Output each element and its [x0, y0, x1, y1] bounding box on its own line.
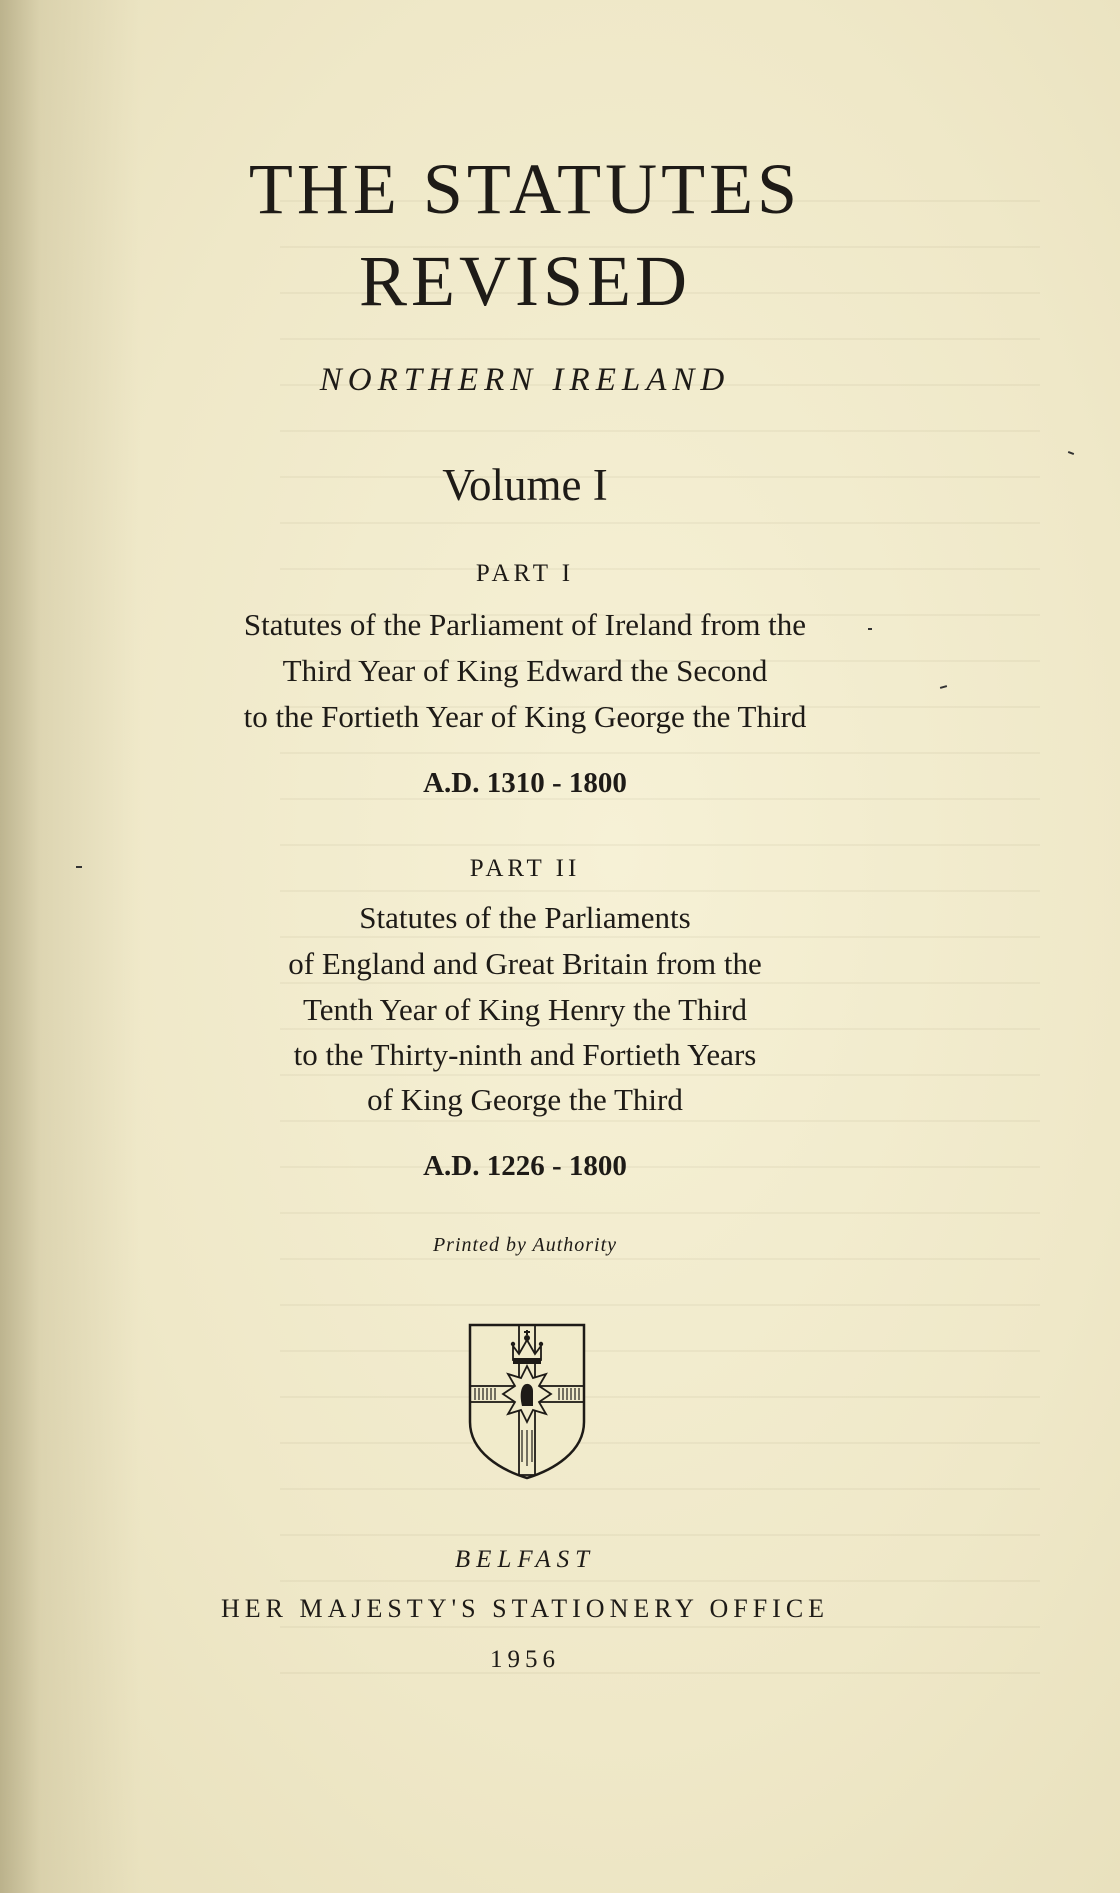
imprint-year: 1956 [490, 1646, 560, 1673]
printed-by-authority: Printed by Authority [432, 1234, 618, 1256]
part-2-description-line: Tenth Year of King Henry the Third [302, 992, 748, 1027]
ulster-banner-shield-crest-icon [467, 1322, 587, 1480]
part-1-heading: PART I [475, 560, 575, 587]
volume-label: Volume I [442, 460, 608, 510]
imprint-place: BELFAST [454, 1546, 596, 1573]
part-2-description-line: of England and Great Britain from the [288, 946, 762, 981]
part-2-description-line: to the Thirty-ninth and Fortieth Years [293, 1037, 757, 1072]
part-2-description-line: of King George the Third [367, 1082, 683, 1117]
paper-speck [868, 628, 872, 630]
part-1-description-line: Third Year of King Edward the Second [282, 653, 768, 688]
part-2-description-line: Statutes of the Parliaments [359, 900, 691, 935]
subtitle-region: NORTHERN IRELAND [319, 362, 731, 398]
paper-speck [76, 866, 82, 868]
part-2-heading: PART II [469, 855, 581, 882]
part-1-description-line: Statutes of the Parliament of Ireland from the [243, 607, 807, 642]
part-2-date-range: A.D. 1226 - 1800 [423, 1150, 627, 1182]
part-1-date-range: A.D. 1310 - 1800 [423, 767, 627, 799]
part-1-description-line: to the Fortieth Year of King George the Third [243, 699, 807, 734]
title-line-2: REVISED [359, 241, 691, 321]
title-line-1: THE STATUTES [248, 149, 802, 229]
imprint-publisher: HER MAJESTY'S STATIONERY OFFICE [220, 1594, 830, 1623]
paper-speck [1068, 451, 1074, 455]
